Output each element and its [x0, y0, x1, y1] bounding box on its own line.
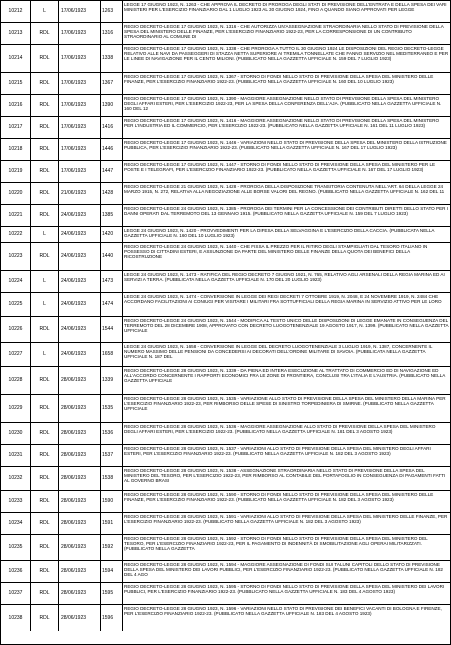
act-type: L — [31, 293, 59, 316]
act-description: REGIO DECRETO-LEGGE 28 GIUGNO 1923, N. 1595 - STORNO DI FONDI NELLO STATO DI PREVISIONE DELLA SPESA DEL MINISTERO DEI LAVORI PUBBLICI, PER L'ESERCIZIO FINANZIARIO 1922-23. (PUBBLICATO NELLA GAZZETTA UFFICIALE N. 183 DEL 4 AGOSTO 1923) — [124, 583, 445, 594]
act-description: REGIO DECRETO-LEGGE 28 GIUGNO 1923, N. 1538 - ASSEGNAZIONE STRAORDINARIA NELLO STATO DI PREVISIONE DELLA SPESA DEL MINISTERO DEL TESORO, PER L'ESERCIZIO 1922-23, PER RIMBORSO AL CONTABILE DEL PORTAFOGLIO IN CONSEGUENZA DI PAGAMENTI FATTI AL GOVERNO BRASI — [124, 467, 446, 483]
act-description: REGIO DECRETO-LEGGE 17 GIUGNO 1923, N. 1446 - VARIAZIONI NELLO STATO DI PREVISIONE DELLA SPESA DEL MINISTERO DELLA ISTRUZIONE PUBBLICA, PER L'ESERCIZIO FINANZIARIO 1922-23. (PUBBLICATO NELLA GAZZETTA UFFICIALE N. 167 DEL 17 LUGLIO 1923) — [124, 139, 447, 150]
table-row — [1, 561, 450, 583]
act-type: RDL — [31, 183, 59, 204]
act-description: REGIO DECRETO-LEGGE 28 GIUGNO 1923, N. 1339 - DA PIENA ED INTERA ESECUZIONE AL TRATTATO DI COMMERCIO ED DI NAVIGAZIONE ED ALL'ACCORDO CONCERNENTE I RAPPORTI ECONOMICI FRA LE ZONE DI FRONTIERA, CONCLUSI TRA L'ITALIA E L'AUSTRIA. (PUBBLICATO NELLA GAZZETTA UFFICIALE — [124, 367, 446, 383]
table-row — [1, 535, 450, 561]
act-type: RDL — [31, 45, 59, 72]
act-date: 24/06/1923 — [59, 293, 101, 316]
act-date: 17/06/1923 — [59, 23, 101, 44]
act-type: RDL — [31, 205, 59, 226]
act-type: L — [31, 343, 59, 366]
act-type: RDL — [31, 467, 59, 490]
act-date: 24/06/1923 — [59, 243, 101, 270]
act-number: 1385 — [101, 205, 123, 226]
act-date: 28/06/1923 — [59, 445, 101, 466]
record-number: 10238 — [1, 605, 31, 631]
act-number: 1338 — [101, 45, 123, 72]
act-number: 1544 — [101, 317, 123, 342]
record-number: 10216 — [1, 95, 31, 116]
act-number: 1473 — [101, 271, 123, 292]
act-description: LEGGE 24 GIUGNO 1923, N. 1658 - CONVERSIONE IN LEGGE DEL DECRETO LUOGOTENENZIALE 3 LUGLIO 1919, N. 1387, CONCERNENTE IL NUMERO MASSIMO DELLE PENSIONI DA CONCEDERSI AI DECORATI DELL'ORDINE MILITARE DI SAVOIA. (PUBBLICATA NELLA GAZZETTA UFFICIALE N. 187 DEL — [124, 343, 433, 359]
act-description: REGIO DECRETO-LEGGE 24 GIUGNO 1923, N. 1440 - CHE FISSA IL PREZZO PER IL RITIRO DEGLI STAMPIGLIATI DAL TESORO ITALIANO IN POSSESSO DI CITTADINI ESTERI, E ASSUNZIONE DA PARTE DEL MINISTERO DELLE FINANZE DELLA QUOTA DEI BENEFICI DELLA RICOSTRUZIONE — [124, 243, 428, 259]
table-row — [1, 317, 450, 343]
act-date: 28/06/1923 — [59, 583, 101, 604]
table-row — [1, 583, 450, 605]
act-number: 1263 — [101, 1, 123, 22]
act-description: LEGGE 17 GIUGNO 1923, N. 1263 - CHE APPROVA IL DECRETO DI PROROGA DEGLI STATI DI PREVISIONE DELL'ENTRATA E DELLA SPESA DEI VARI MINISTERI PER L'ESERCIZIO FINANZIARIO DAL 1 LUGLIO 1923 AL 30 GIUGNO 1924, FINO A QUANDO SIANO APPROVATI PER LEGGE — [124, 1, 447, 12]
record-number: 10218 — [1, 139, 31, 160]
act-type: RDL — [31, 491, 59, 512]
act-date: 24/06/1923 — [59, 205, 101, 226]
act-date: 17/06/1923 — [59, 45, 101, 72]
act-date: 28/06/1923 — [59, 605, 101, 631]
act-date: 24/06/1923 — [59, 343, 101, 366]
act-type: RDL — [31, 445, 59, 466]
table-row — [1, 243, 450, 271]
act-date: 28/06/1923 — [59, 423, 101, 444]
record-number: 10219 — [1, 161, 31, 182]
record-number: 10237 — [1, 583, 31, 604]
act-type: RDL — [31, 73, 59, 94]
table-row — [1, 271, 450, 293]
act-date: 28/06/1923 — [59, 367, 101, 394]
act-date: 17/06/1923 — [59, 161, 101, 182]
act-date: 28/06/1923 — [59, 561, 101, 582]
act-number: 1595 — [101, 583, 123, 604]
act-date: 28/06/1923 — [59, 395, 101, 422]
act-description: REGIO DECRETO-LEGGE 17 GIUGNO 1923, N. 1390 - MAGGIORE ASSEGNAZIONE NELLO STATO DI PREVISIONE DELLA SPESA DEL MINISTERO DEGLI AFFARI ESTERI, PER L'ESERCIZIO 1922-23, PER LA SPESA DELLA CONFERENZA DELL'AJA. (PUBBLICATO NELLA GAZZETTA UFFICIALE N. 160 DEL 12 — [124, 95, 442, 111]
act-description: REGIO DECRETO-LEGGE 28 GIUGNO 1923, N. 1537 - VARIAZIONI ALLO STATO DI PREVISIONE DELLA SPESA DEL MINISTERO DEGLI AFFARI ESTERI, PER L'ESERCIZIO FINANZIARIO 1922-23. (PUBBLICATO NELLA GAZZETTA UFFICIALE N. 182 DEL 3 AGOSTO 1923) — [124, 445, 431, 456]
act-date: 17/06/1923 — [59, 117, 101, 138]
table-row — [1, 395, 450, 423]
act-date: 28/06/1923 — [59, 513, 101, 534]
act-description: LEGGE 24 GIUGNO 1923, N. 1473 - RATIFICA DEL REGIO DECRETO 7 GIUGNO 1921, N. 765, RELATIVO AGLI ARSENALI DELLA REGIA MARINA ED AI SERVIZI A TERRA. (PUBBLICATA NELLA GAZZETTA UFFICIALE N. 170 DEL 20 LUGLIO 1923) — [124, 271, 445, 282]
table-row — [1, 423, 450, 445]
record-number: 10226 — [1, 317, 31, 342]
record-number: 10224 — [1, 271, 31, 292]
table-row — [1, 205, 450, 227]
act-number: 1594 — [101, 561, 123, 582]
act-number: 1538 — [101, 467, 123, 490]
act-type: RDL — [31, 561, 59, 582]
act-number: 1537 — [101, 445, 123, 466]
act-number: 1591 — [101, 513, 123, 534]
record-number: 10236 — [1, 561, 31, 582]
act-number: 1367 — [101, 73, 123, 94]
act-number: 1420 — [101, 227, 123, 242]
act-number: 1390 — [101, 95, 123, 116]
table-row — [1, 491, 450, 513]
act-number: 1440 — [101, 243, 123, 270]
act-date: 24/06/1923 — [59, 271, 101, 292]
record-number: 10221 — [1, 205, 31, 226]
act-date: 21/06/1923 — [59, 183, 101, 204]
act-description: REGIO DECRETO-LEGGE 17 GIUGNO 1923, N. 1416 - MAGGIORE ASSEGNAZIONE NELLO STATO DI PREVISIONE DELLA SPESA DEL MINISTERO PER L'INDUSTRIA ED IL COMMERCIO, PER L'ESERCIZIO 1922-23. (PUBBLICATO NELLA GAZZETTA UFFICIALE N. 161 DEL 11 LUGLIO 1923) — [124, 117, 440, 128]
act-description: REGIO DECRETO-LEGGE 17 GIUGNO 1923, N. 1367 - STORNO DI FONDI NELLO STATO DI PREVISIONE DELLA SPESA DEL MINISTERO DELLE FINANZE, PER L'ESERCIZIO FINANZIARIO 1922-23. (PUBBLICATO NELLA GAZZETTA UFFICIALE N. 160 DEL 10 LUGLIO 1923) — [124, 73, 434, 84]
table-row — [1, 117, 450, 139]
act-description: REGIO DECRETO-LEGGE 28 GIUGNO 1923, N. 1535 - VARIAZIONE ALLO STATO DI PREVISIONE DELLA SPESA DEL MINISTERO DELLA MARINA PER L'ESERCIZIO FINANZIARIO 1922-23, PER RIMBORSO DELLE SPESE DI SINISTRO TORPEDINIERA DI SMIRNE. (PUBBLICATO NELLA GAZZETTA UFFICIALE — [124, 395, 446, 411]
act-type: L — [31, 271, 59, 292]
table-row — [1, 73, 450, 95]
act-description: LEGGE 24 GIUGNO 1923, N. 1420 - PROVVEDIMENTI PER LA DIFESA DELLA SELVAGGINA E L'ESERCIZIO DELLA CACCIA. (PUBBLICATA NELLA GAZZETTA UFFICIALE N. 160 DEL 10 LUGLIO 1923) — [124, 227, 435, 238]
record-number: 10220 — [1, 183, 31, 204]
act-description: REGIO DECRETO-LEGGE 28 GIUGNO 1923, N. 1596 - VARIAZIONI NELLO STATO DI PREVISIONE DEI BENEFICI VACANTI DI BOLOGNA E FIRENZE, PER L'ESERCIZIO FINANZIARIO 1922-23. (PUBBLICATO NELLA GAZZETTA UFFICIALE N. 183 DEL 4 AGOSTO 1923) — [124, 605, 442, 616]
act-type: RDL — [31, 395, 59, 422]
act-type: RDL — [31, 423, 59, 444]
act-type: RDL — [31, 161, 59, 182]
act-type: RDL — [31, 139, 59, 160]
act-type: RDL — [31, 243, 59, 270]
record-number: 10233 — [1, 491, 31, 512]
table-row — [1, 139, 450, 161]
act-number: 1339 — [101, 367, 123, 394]
act-type: RDL — [31, 23, 59, 44]
act-number: 1474 — [101, 293, 123, 316]
record-number: 10214 — [1, 45, 31, 72]
act-number: 1596 — [101, 605, 123, 631]
act-description: REGIO DECRETO-LEGGE 28 GIUGNO 1923, N. 1594 - MAGGIORE ASSEGNAZIONE DI FONDI SUI TALUNI CAPITOLI DELLO STATO DI PREVISIONE DELLA SPESA DEL MINISTERO DEI LAVORI PUBBLICI, PER L'ESERCIZIO FINANZIARIO 1922-23. (PUBBLICATO NELLA GAZZETTA UFFICIALE N. 182 DEL 4 AGO — [124, 561, 443, 577]
act-number: 1446 — [101, 139, 123, 160]
table-row — [1, 183, 450, 205]
act-number: 1416 — [101, 117, 123, 138]
act-description: REGIO DECRETO-LEGGE 28 GIUGNO 1923, N. 1591 - VARIAZIONI ALLO STATO DI PREVISIONE DELLA SPESA DEL MINISTERO DELLE FINANZE, PER L'ESERCIZIO FINANZIARIO 1922-23. (PUBBLICATO NELLA GAZZETTA UFFICIALE N. 182 DEL 3 AGOSTO 1923) — [124, 513, 448, 524]
record-number: 10231 — [1, 445, 31, 466]
act-number: 1428 — [101, 183, 123, 204]
act-number: 1316 — [101, 23, 123, 44]
act-type: RDL — [31, 535, 59, 560]
table-row — [1, 161, 450, 183]
act-number: 1590 — [101, 491, 123, 512]
record-number: 10222 — [1, 227, 31, 242]
table-row — [1, 45, 450, 73]
record-number: 10229 — [1, 395, 31, 422]
act-description: REGIO DECRETO-LEGGE 28 GIUGNO 1923, N. 1536 - MAGGIORE ASSEGNAZIONE ALLO STATO DI PREVISIONE DELLA SPESA DEL MINISTERO DEGLI AFFARI ESTERI, PER L'ESERCIZIO 1922-23. (PUBBLICATO NELLA GAZZETTA UFFICIALE N. 181 DEL 3 AGOSTO 1923) — [124, 423, 436, 434]
act-type: L — [31, 1, 59, 22]
act-date: 28/06/1923 — [59, 535, 101, 560]
act-number: 1536 — [101, 423, 123, 444]
act-description: LEGGE 24 GIUGNO 1923, N. 1474 - CONVERSIONE IN LEGGE DEI REGI DECRETI 7 OTTOBRE 1919, N. 2048, E 24 NOVEMBRE 1919, N. 2484 CHE ACCORDANO FACILITAZIONI AI CONIUGI PER VISITARE I MILITARI FRA SOTTUFFICIALI DELLA REGIA MARINA IN SERVIZIO ATTIVO PER LE LORO — [124, 293, 442, 304]
act-type: RDL — [31, 367, 59, 394]
act-description: REGIO DECRETO-LEGGE 24 GIUGNO 1923, N. 1385 - PROROGA DEI TERMINI PER LA CONCESSIONE DEI CONTRIBUTI DIRETTI DELLO STATO PER I DANNI OPERATI DAL TERREMOTO DEL 13 GENNAIO 1915. (PUBBLICATO NELLA GAZZETTA UFFICIALE N. 159 DEL 7 LUGLIO 1923) — [124, 205, 449, 216]
act-date: 28/06/1923 — [59, 491, 101, 512]
table-row — [1, 227, 450, 243]
record-number: 10215 — [1, 73, 31, 94]
table-row — [1, 293, 450, 317]
act-type: RDL — [31, 95, 59, 116]
act-date: 17/06/1923 — [59, 139, 101, 160]
act-description: REGIO DECRETO-LEGGE 21 GIUGNO 1923, N. 1428 - PROROGA DELLA DISPOSIZIONE TRANSITORIA CONTENUTA NELL'ART. 64 DELLA LEGGE 24 MARZO 1915, N. 272, RELATIVA ALLA NEGOZIAZIONE ALLE BORSE VALORI DEL REGNO. (PUBBLICATO NELLA GAZZETTA UFFICIALE N. 162 DEL 11 — [124, 183, 445, 194]
record-number: 10232 — [1, 467, 31, 490]
record-number: 10212 — [1, 1, 31, 22]
record-number: 10223 — [1, 243, 31, 270]
act-date: 24/06/1923 — [59, 227, 101, 242]
record-number: 10217 — [1, 117, 31, 138]
act-date: 28/06/1923 — [59, 467, 101, 490]
record-number: 10228 — [1, 367, 31, 394]
act-number: 1658 — [101, 343, 123, 366]
table-row — [1, 445, 450, 467]
act-description: REGIO DECRETO-LEGGE 28 GIUGNO 1923, N. 1590 - STORNO DI FONDI NELLO STATO DI PREVISIONE DELLA SPESA DEL MINISTERO DELLE FINANZE, PER L'ESERCIZIO FINANZIARIO 1922-23. (PUBBLICATO NELLA GAZZETTA UFFICIALE N. 182 DEL 3 AGOSTO 1923) — [124, 491, 434, 502]
act-number: 1592 — [101, 535, 123, 560]
act-description: REGIO DECRETO-LEGGE 24 GIUGNO 1923, N. 1544 - MODIFICA AL TESTO UNICO DELLE DISPOSIZIONI DI LEGGE EMANATE IN CONSEGUENZA DEL TERREMOTO DEL 28 DICEMBRE 1908, APPROVATO CON DECRETO LUOGOTENENZIALE 19 AGOSTO 1917, N. 1399. (PUBBLICATO NELLA GAZZETTA UFFICIALE — [124, 317, 449, 333]
table-row — [1, 343, 450, 367]
table-row — [1, 367, 450, 395]
table-row — [1, 95, 450, 117]
act-number: 1447 — [101, 161, 123, 182]
record-number: 10230 — [1, 423, 31, 444]
act-description: REGIO DECRETO-LEGGE 28 GIUGNO 1923, N. 1592 - STORNO DI FONDI NELLO STATO DI PREVISIONE DELLA SPESA DEL MINISTERO DEL TESORO, PER L'ESERCIZIO FINANZIARIO 1922-23, PER IL PAGAMENTO DI INDENNITÀ DI SMOBILITAZIONE AGLI OPERAI MILITARIZZATI. (PUBBLICATO NELLA GAZZETTA — [124, 535, 428, 551]
act-description: REGIO DECRETO-LEGGE 17 GIUGNO 1923, N. 1447 - STORNO DI FONDI NELLO STATO DI PREVISIONE DELLA SPESA DEL MINISTERO PER LE POSTE E I TELEGRAFI, PER L'ESERCIZIO FINANZIARIO 1922-23. (PUBBLICATO NELLA GAZZETTA UFFICIALE N. 167 DEL 17 LUGLIO 1923) — [124, 161, 436, 172]
record-number: 10235 — [1, 535, 31, 560]
act-type: RDL — [31, 513, 59, 534]
table-row — [1, 605, 450, 631]
table-row — [1, 23, 450, 45]
act-description: REGIO DECRETO-LEGGE 17 GIUGNO 1923, N. 1338 - CHE PROROGA A TUTTO IL 30 GIUGNO 1924 LE DISPOSIZIONI DEL REGIO DECRETO-LEGGE RELATIVO ALLE NAVI DA PASSEGGERI DI STAZZA NETTA SUPERIORE AI TREMILA TONNELLATE CHE FANNO SERVIZIO NEL MEDITERRANEO E PER LE LINEE DI NAVIGAZIONE PER IL CENTO MILIONI. (PUBBLICATO NELLA GAZZETTA UFFICIALE N. 159 DEL 7 LUGLIO 1923) — [124, 45, 449, 61]
table-row — [1, 1, 450, 23]
record-number: 10227 — [1, 343, 31, 366]
record-number: 10213 — [1, 23, 31, 44]
act-date: 17/06/1923 — [59, 73, 101, 94]
table-row — [1, 513, 450, 535]
act-type: RDL — [31, 117, 59, 138]
act-description: REGIO DECRETO-LEGGE 17 GIUGNO 1923, N. 1316 - CHE AUTORIZZA UN'ASSEGNAZIONE STRAORDINARIA NELLO STATO DI PREVISIONE DELLA SPESA DEL MINISTERO DELLE FINANZE, PER L'ESERCIZIO FINANZIARIO 1922-23, PER LA CORRESPONSIONE DI UN CONTRIBUTO STRAORDINARIO AL COMUNE DI — [124, 23, 444, 39]
table-row — [1, 467, 450, 491]
act-type: L — [31, 227, 59, 242]
record-number: 10225 — [1, 293, 31, 316]
act-type: RDL — [31, 583, 59, 604]
act-number: 1535 — [101, 395, 123, 422]
record-number: 10234 — [1, 513, 31, 534]
act-date: 17/06/1923 — [59, 95, 101, 116]
act-date: 24/06/1923 — [59, 317, 101, 342]
act-date: 17/06/1923 — [59, 1, 101, 22]
act-type: RDL — [31, 605, 59, 631]
act-type: RDL — [31, 317, 59, 342]
